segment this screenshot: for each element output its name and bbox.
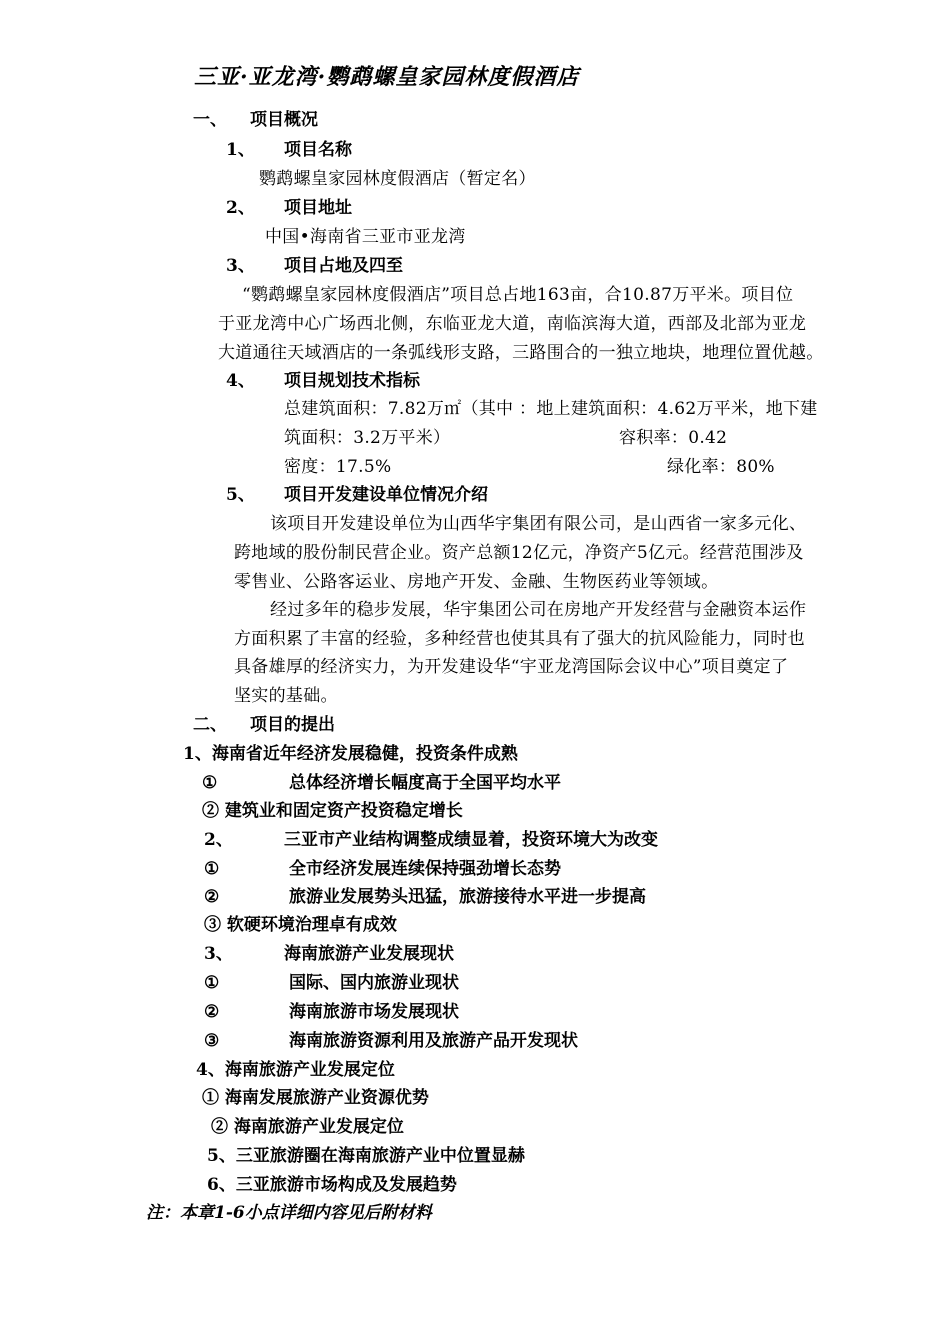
section-2-item-2: 三亚市产业结构调整成绩显着，投资环境大为改变 [284,830,658,850]
section-2-item-2b: 旅游业发展势头迅猛，旅游接待水平进一步提高 [289,887,646,907]
footnote: 注：本章1-6小点详细内容见后附材料 [146,1203,432,1223]
section-2-item-1: 1、海南省近年经济发展稳健，投资条件成熟 [183,744,518,764]
section-2-item-4: 4、海南旅游产业发展定位 [196,1060,395,1080]
section-2-item-2c: ③ 软硬环境治理卓有成效 [204,915,397,935]
item-5-p2-line-2: 方面积累了丰富的经验，多种经营也使其具有了强大的抗风险能力，同时也 [234,629,805,649]
item-1-heading: 项目名称 [284,140,352,160]
section-2-item-1a-number: ① [202,773,218,793]
item-4-heading: 项目规划技术指标 [284,371,420,391]
item-2-number: 2、 [226,198,255,218]
section-2-item-4a: ① 海南发展旅游产业资源优势 [202,1088,429,1108]
item-5-p2-line-4: 坚实的基础。 [234,686,338,706]
section-2-item-4b: ② 海南旅游产业发展定位 [211,1117,404,1137]
section-2-item-1b: ② 建筑业和固定资产投资稳定增长 [202,801,463,821]
section-2-item-2b-number: ② [204,887,220,907]
item-4-line-2b: 容积率：0.42 [619,428,728,448]
section-2-item-3c: 海南旅游资源利用及旅游产品开发现状 [289,1031,578,1051]
item-3-line-2: 于亚龙湾中心广场西北侧，东临亚龙大道，南临滨海大道，西部及北部为亚龙 [218,314,807,334]
item-5-p1-line-2: 跨地域的股份制民营企业。资产总额12亿元，净资产5亿元。经营范围涉及 [234,543,804,563]
item-2-text: 中国•海南省三亚市亚龙湾 [265,227,466,247]
item-4-line-1: 总建筑面积：7.82万㎡（其中 ：地上建筑面积：4.62万平米，地下建 [284,399,818,419]
item-4-number: 4、 [226,371,255,391]
section-2-item-3c-number: ③ [204,1031,220,1051]
item-3-heading: 项目占地及四至 [284,256,403,276]
item-4-line-2a: 筑面积：3.2万平米） [284,428,451,448]
item-5-p1-line-1: 该项目开发建设单位为山西华宇集团有限公司，是山西省一家多元化、 [270,514,807,534]
section-2-item-6: 6、三亚旅游市场构成及发展趋势 [207,1175,457,1195]
section-2-item-1a: 总体经济增长幅度高于全国平均水平 [289,773,561,793]
section-2-item-3a-number: ① [204,973,220,993]
item-5-p2-line-1: 经过多年的稳步发展，华宇集团公司在房地产开发经营与金融资本运作 [270,600,807,620]
item-5-p1-line-3: 零售业、公路客运业、房地产开发、金融、生物医药业等领域。 [234,572,719,592]
item-1-number: 1、 [226,140,255,160]
item-5-number: 5、 [226,485,255,505]
item-3-line-1: “鹦鹉螺皇家园林度假酒店”项目总占地163亩，合10.87万平米。项目位 [242,285,794,305]
section-2-item-3-number: 3、 [204,944,233,964]
item-4-line-3b: 绿化率：80% [667,457,775,477]
item-4-line-3a: 密度：17.5% [284,457,392,477]
section-1-heading: 项目概况 [250,110,318,130]
item-3-number: 3、 [226,256,255,276]
section-2-item-3a: 国际、国内旅游业现状 [289,973,459,993]
section-2-item-5: 5、三亚旅游圈在海南旅游产业中位置显赫 [207,1146,525,1166]
section-2-item-2a-number: ① [204,859,220,879]
item-5-heading: 项目开发建设单位情况介绍 [284,485,488,505]
section-2-heading: 项目的提出 [250,715,335,735]
item-2-heading: 项目地址 [284,198,352,218]
section-2-item-2a: 全市经济发展连续保持强劲增长态势 [289,859,561,879]
section-2-item-3b-number: ② [204,1002,220,1022]
section-2-item-3: 海南旅游产业发展现状 [284,944,454,964]
item-5-p2-line-3: 具备雄厚的经济实力，为开发建设华“宇亚龙湾国际会议中心”项目奠定了 [234,657,789,677]
section-1-number: 一、 [193,110,227,130]
section-2-item-2-number: 2、 [204,830,233,850]
item-1-text: 鹦鹉螺皇家园林度假酒店（暂定名） [259,169,536,189]
section-2-item-3b: 海南旅游市场发展现状 [289,1002,459,1022]
item-3-line-3: 大道通往天域酒店的一条弧线形支路，三路围合的一独立地块，地理位置优越。 [218,343,824,363]
section-2-number: 二、 [193,715,227,735]
document-title: 三亚·亚龙湾·鹦鹉螺皇家园林度假酒店 [194,64,580,90]
